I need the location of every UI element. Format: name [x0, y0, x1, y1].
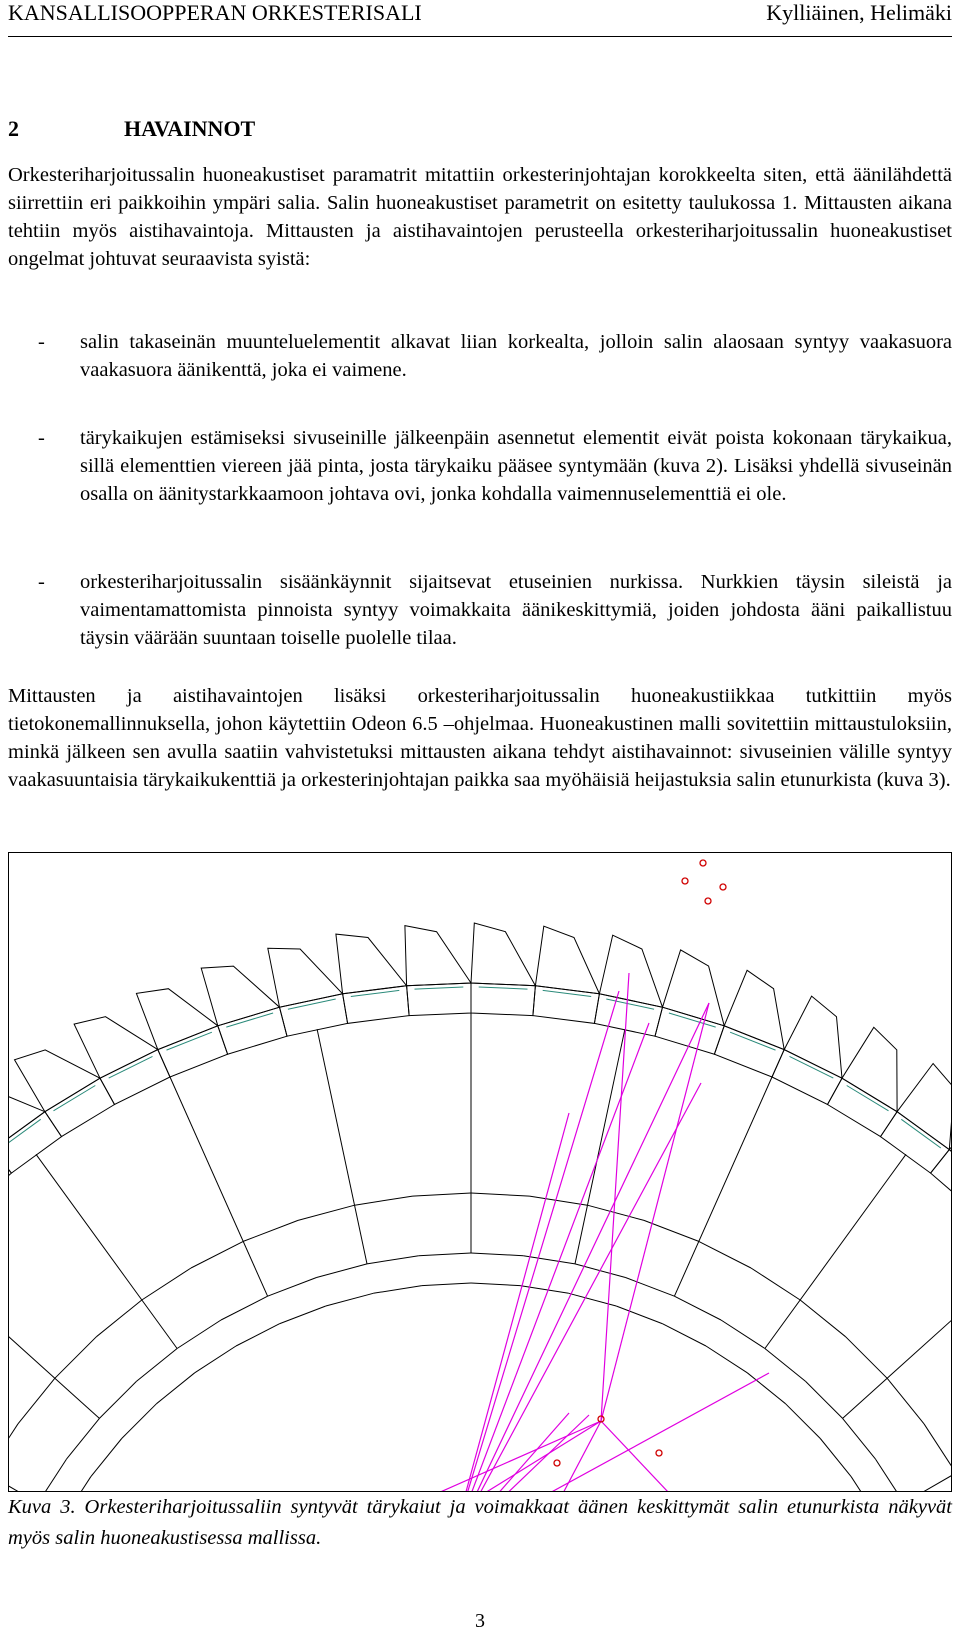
- ceiling-edge: [226, 1013, 273, 1027]
- wall-panel: [594, 994, 662, 1036]
- floor-band: [99, 1381, 136, 1418]
- floor-band: [419, 1253, 471, 1256]
- floor-band: [851, 1477, 878, 1491]
- floor-band: [751, 1268, 800, 1300]
- floor-band: [221, 1296, 268, 1320]
- wall-panel: [931, 1150, 951, 1214]
- intro-paragraph: Orkesteriharjoitussalin huoneakustiset paramatrit mitattiin orkesterinjohtajan korokkeelta siten, että äänilähdettä siirrettiin eri paikkoihin ympäri salia. Salin huoneakustiset parametrit on esitetty taulukossa 1. Mittausten aikana tehtiin myös aistihavaintoja. Mittausten ja aistihavaintojen perusteella orkesteriharjoitussalin huoneakustiset ongelmat johtuvat seuraavista syistä:: [8, 164, 952, 270]
- header-authors: Kylliäinen, Helimäki: [766, 0, 952, 25]
- floor-band: [96, 1300, 142, 1337]
- floor-band: [721, 1320, 765, 1349]
- roof-line: [170, 1077, 268, 1296]
- sound-ray: [601, 973, 629, 1421]
- wall-panel: [881, 1112, 950, 1173]
- page-header: [8, 0, 952, 37]
- floor-band: [699, 1241, 751, 1268]
- floor-band: [876, 1459, 905, 1491]
- ceiling-edge: [847, 1086, 889, 1111]
- sound-ray: [451, 1083, 701, 1491]
- floor-band: [268, 1278, 317, 1297]
- wall-element: [336, 934, 407, 994]
- hall-model-figure: [8, 852, 952, 1492]
- sound-ray: [429, 1421, 601, 1491]
- roof-line: [36, 1154, 177, 1348]
- hall-wireframe-drawing: [9, 853, 951, 1491]
- roof-line: [9, 1383, 38, 1491]
- floor-band: [626, 1278, 675, 1297]
- header-title: KANSALLISOOPPERAN ORKESTERISALI: [8, 0, 422, 25]
- roof-line: [575, 1029, 625, 1264]
- ceiling-edge: [167, 1032, 212, 1050]
- floor-band: [326, 1293, 374, 1306]
- floor-band: [662, 1324, 706, 1346]
- floor-band: [317, 1264, 368, 1278]
- sound-ray: [451, 1113, 569, 1491]
- floor-band: [887, 1378, 924, 1424]
- bullet-dash: -: [38, 571, 45, 593]
- floor-band: [91, 1439, 122, 1477]
- floor-band: [157, 1373, 195, 1404]
- floor-band: [471, 1253, 523, 1256]
- wall-element: [784, 996, 842, 1078]
- bullet-text: salin takaseinän muunteluelementit alkavat liian korkealta, jolloin salin alaosaan syntyy vaakasuora vaakasuora äänikenttä, joka ei vaimene.: [80, 331, 952, 381]
- floor-band: [18, 1378, 55, 1424]
- ceiling-edge: [54, 1086, 96, 1111]
- receiver-point: [705, 898, 711, 904]
- floor-band: [64, 1477, 91, 1491]
- receiver-point: [554, 1460, 560, 1466]
- floor-band: [67, 1418, 100, 1459]
- floor-band: [843, 1418, 876, 1459]
- receiver-point: [682, 878, 688, 884]
- bullet-text: orkesteriharjoitussalin sisäänkäynnit sijaitsevat etuseinien nurkissa. Nurkkien täysin sileistä ja vaimentamattomista pinnoista syntyy voimakkaita äänikeskittymiä, joiden johdosta ääni paikallistuu täysin väärään suuntaan toiselle puolelle tilaa.: [80, 571, 952, 649]
- floor-band: [924, 1424, 951, 1473]
- wall-element: [15, 1050, 101, 1112]
- floor-band: [236, 1324, 280, 1346]
- floor-band: [820, 1439, 851, 1477]
- bullet-dash: -: [38, 427, 45, 449]
- wall-panel: [218, 1007, 287, 1054]
- receiver-point: [656, 1450, 662, 1456]
- ceiling-edge: [109, 1056, 153, 1078]
- floor-band: [800, 1300, 846, 1337]
- bullet-item: [8, 568, 952, 652]
- wall-element: [535, 926, 599, 994]
- section-heading: [8, 116, 255, 142]
- wall-element: [74, 1017, 158, 1078]
- wall-element: [268, 948, 343, 1007]
- bullet-item: [8, 328, 952, 384]
- bullet-dash: -: [38, 331, 45, 353]
- ceiling-edge: [790, 1056, 834, 1078]
- page-number: 3: [475, 1610, 485, 1632]
- wall-panel: [533, 986, 600, 1024]
- ceiling-edge: [543, 990, 592, 996]
- floor-band: [413, 1193, 472, 1196]
- sound-ray: [451, 1023, 649, 1491]
- floor-band: [530, 1196, 588, 1205]
- floor-band: [806, 1381, 843, 1418]
- floor-band: [195, 1346, 236, 1373]
- floor-band: [706, 1346, 747, 1373]
- floor-band: [177, 1320, 221, 1349]
- floor-band: [142, 1268, 191, 1300]
- ceiling-edge: [669, 1013, 716, 1027]
- wall-panel: [158, 1026, 228, 1077]
- floor-band: [587, 1205, 644, 1220]
- roof-line: [765, 1154, 906, 1348]
- wall-element: [599, 935, 662, 1007]
- floor-band: [136, 1349, 177, 1382]
- wall-panel: [655, 1007, 724, 1054]
- floor-band: [55, 1337, 97, 1379]
- wall-element: [471, 923, 535, 986]
- floor-band: [38, 1459, 67, 1491]
- sound-ray: [159, 1421, 601, 1491]
- floor-band: [9, 1424, 18, 1473]
- ceiling-edge: [9, 1119, 41, 1148]
- floor-band: [122, 1404, 157, 1439]
- sound-ray: [479, 1421, 601, 1491]
- ceiling-edge: [415, 987, 464, 989]
- roof-line: [9, 1258, 99, 1419]
- roof-line: [674, 1077, 772, 1296]
- floor-band: [786, 1404, 821, 1439]
- ceiling-edge: [479, 987, 528, 989]
- floor-band: [747, 1373, 785, 1404]
- figure-caption: Kuva 3. Orkesteriharjoitussaliin syntyvät tärykaiut ja voimakkaat äänen keskittymät salin etunurkista näkyvät myös salin huoneakustisessa mallissa.: [8, 1496, 952, 1549]
- section-title: HAVAINNOT: [124, 116, 256, 141]
- wall-panel: [714, 1026, 784, 1077]
- bullet-text: tärykaikujen estämiseksi sivuseinille jälkeenpäin asennetut elementit eivät poista kokonaan tärykaikua, sillä elementtien viereen jää pinta, josta tärykaiku pääsee syntymään (kuva 2). Lisäksi yhdellä sivuseinän osalla on äänitystarkkaamoon johtava ovi, jonka kohdalla vaimennuselementtiä ei ole.: [80, 427, 952, 505]
- wall-panel: [9, 1112, 62, 1173]
- bullet-item: [8, 424, 952, 508]
- floor-band: [471, 1283, 520, 1286]
- wall-element: [9, 1088, 45, 1150]
- wall-element: [405, 926, 471, 986]
- floor-band: [422, 1283, 471, 1286]
- floor-band: [280, 1306, 326, 1324]
- floor-band: [191, 1241, 243, 1268]
- floor-band: [298, 1205, 355, 1220]
- second-paragraph: Mittausten ja aistihavaintojen lisäksi orkesteriharjoitussalin huoneakustiikkaa tutkittiin myös tietokonemallinnuksella, johon käytettiin Odeon 6.5 –ohjelmaa. Huoneakustinen malli sovitettiin mittaustuloksiin, minkä jälkeen sen avulla saatiin vahvistetuksi mittausten aikana tehdyt aistihavainnot: sivuseinien välille syntyy vaakasuuntaisia tärykaikukenttiä ja orkesterinjohtajan paikka saa myöhäisiä heijastuksia salin etunurkista (kuva 3).: [8, 685, 952, 791]
- floor-band: [523, 1256, 575, 1264]
- wall-element: [663, 950, 725, 1026]
- wall-panel: [280, 994, 348, 1036]
- roof-line: [317, 1029, 367, 1264]
- wall-panel: [9, 1150, 11, 1214]
- floor-band: [367, 1256, 419, 1264]
- section-number: 2: [8, 116, 19, 141]
- floor-band: [373, 1286, 422, 1294]
- wall-panel: [343, 986, 410, 1024]
- ceiling-edge: [730, 1032, 775, 1050]
- roof-line: [904, 1383, 951, 1491]
- wall-element: [897, 1064, 951, 1150]
- floor-band: [355, 1196, 413, 1205]
- roof-line: [843, 1258, 951, 1419]
- floor-band: [471, 1193, 530, 1196]
- wall-element: [136, 989, 217, 1050]
- ceiling-edge: [901, 1119, 941, 1148]
- receiver-point: [700, 860, 706, 866]
- floor-band: [243, 1220, 298, 1241]
- floor-band: [674, 1296, 721, 1320]
- sound-ray: [451, 991, 619, 1491]
- floor-band: [616, 1306, 662, 1324]
- floor-band: [765, 1349, 806, 1382]
- floor-band: [846, 1337, 888, 1379]
- receiver-point: [720, 884, 726, 890]
- wall-element: [201, 966, 279, 1026]
- wall-panel: [45, 1078, 115, 1136]
- ceiling-edge: [351, 990, 400, 996]
